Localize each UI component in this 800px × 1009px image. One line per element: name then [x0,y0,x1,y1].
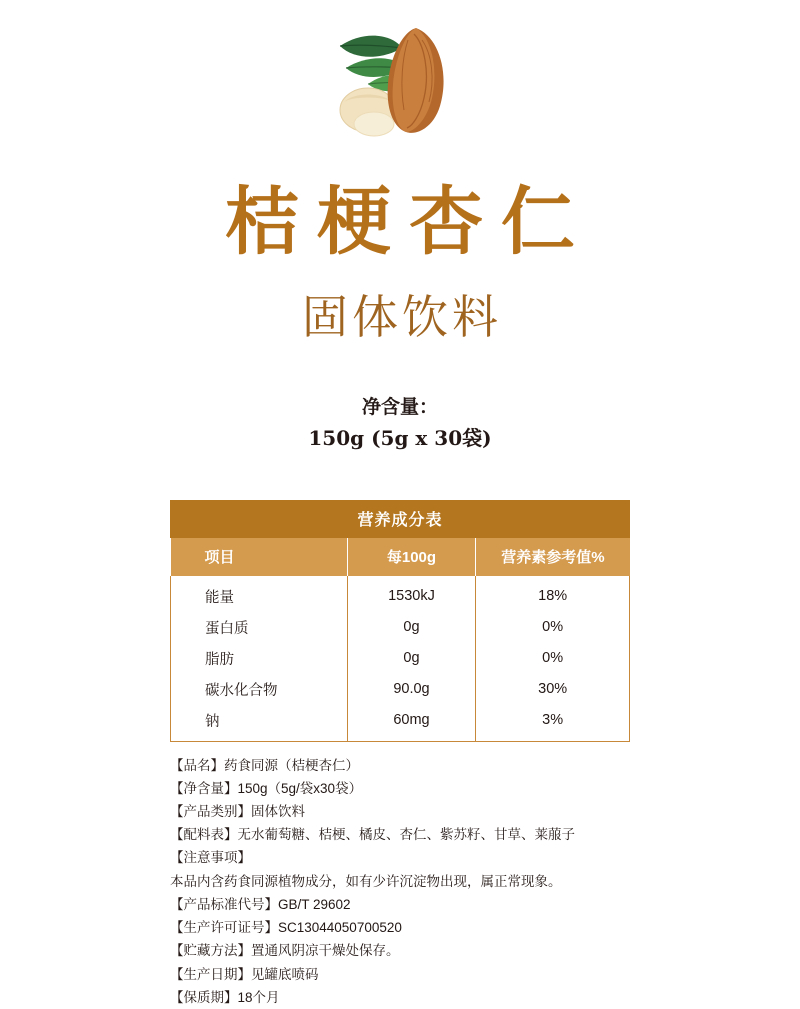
nutrition-table-head [171,538,630,576]
cell-item: 碳水化合物 [171,674,348,705]
info-line-notice-text: 本品内含药食同源植物成分，如有少许沉淀物出现，属正常现象。 [170,873,562,889]
cell-per100g: 90.0g [347,674,476,705]
cell-nrv: 0% [542,650,564,667]
cell-per100g: 0g [347,643,476,674]
cell-nrv: 18% [538,588,568,605]
product-info-block [170,754,630,1009]
info-line-license-number: 【生产许可证号】SC13044050700520 [170,920,402,936]
nutrition-table-caption: 营养成分表 [170,500,630,538]
cell-item: 能量 [171,576,348,612]
info-line-production-date: 【生产日期】见罐底喷码 [170,966,319,982]
nutrition-table-body [171,576,630,742]
nutrition-table [170,500,630,742]
net-weight-value: 150g (5g x 30袋) [308,425,492,450]
cell-item: 脂肪 [171,643,348,674]
table-row [171,643,630,674]
col-header-per100g: 每100g [347,538,476,576]
info-line-shelf-life: 【保质期】18个月 [170,989,280,1005]
info-line-storage: 【贮藏方法】置通风阴凉干燥处保存。 [170,943,400,959]
info-line-category: 【产品类别】固体饮料 [170,803,305,819]
cell-nrv: 3% [542,712,564,729]
cell-nrv: 30% [538,681,568,698]
table-row [171,705,630,742]
info-line-ingredients: 【配料表】无水葡萄糖、桔梗、橘皮、杏仁、紫苏籽、甘草、莱菔子 [170,827,575,843]
info-line-notice-title: 【注意事项】 [170,850,251,866]
table-row [171,674,630,705]
cell-per100g: 1530kJ [347,576,476,612]
product-title: 桔梗杏仁 [225,179,593,265]
col-header-item: 项目 [171,538,348,576]
cell-per100g: 60mg [347,705,476,742]
net-weight-block [0,393,800,453]
cell-item: 钠 [171,705,348,742]
almond-with-leaves-illustration [310,10,490,150]
cell-nrv: 0% [542,619,564,636]
cell-per100g: 0g [347,612,476,643]
info-line-product-name: 【品名】药食同源（桔梗杏仁） [170,757,359,773]
nutrition-table-wrapper [170,500,630,742]
product-subtitle: 固体饮料 [302,291,502,344]
net-weight-label: 净含量： [361,396,438,419]
table-row [171,576,630,612]
col-header-nrv: 营养素参考值% [476,538,630,576]
table-header-row [171,538,630,576]
cell-item: 蛋白质 [171,612,348,643]
info-line-standard-code: 【产品标准代号】GB/T 29602 [170,896,351,912]
table-row [171,612,630,643]
hero-image-area [0,0,800,160]
info-line-net-weight: 【净含量】150g（5g/袋x30袋） [170,780,363,796]
